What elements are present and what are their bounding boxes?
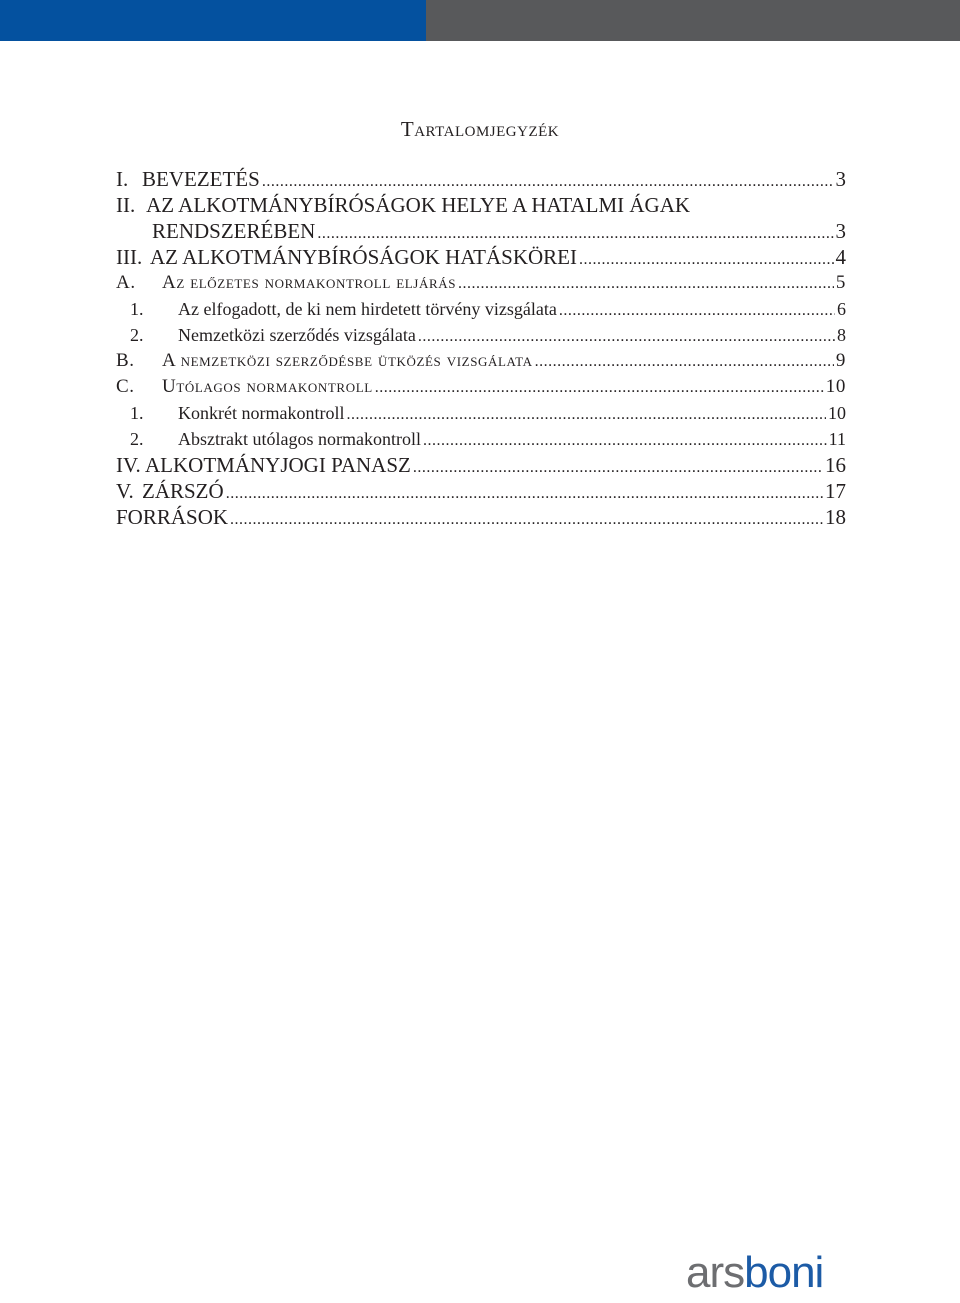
toc-entry-text: ALKOTMÁNYJOGI PANASZ — [145, 453, 411, 477]
toc-entry-number: C. — [116, 376, 135, 397]
toc-leader — [423, 428, 827, 454]
header-bar-gray — [426, 0, 960, 41]
toc-entry[interactable] — [116, 426, 846, 452]
toc-entry-text: AZ ALKOTMÁNYBÍRÓSÁGOK HATÁSKÖREI — [150, 245, 578, 269]
toc-leader — [559, 298, 835, 324]
toc-entry-text: Utólagos normakontroll — [162, 376, 373, 397]
toc-leader — [535, 349, 834, 375]
toc-entry[interactable] — [116, 478, 846, 504]
toc-entry-number: IV. — [116, 453, 141, 477]
toc-entry-number: III. — [116, 245, 143, 269]
toc-entry[interactable] — [116, 322, 846, 348]
toc-entry-text: BEVEZETÉS — [142, 167, 260, 191]
toc-entry-page: 8 — [837, 325, 846, 345]
toc-entry-page: 5 — [835, 272, 846, 293]
logo-part-ars: ars — [686, 1248, 745, 1297]
toc-entry-text: Konkrét normakontroll — [178, 403, 345, 423]
toc-entry[interactable] — [116, 400, 846, 426]
toc-entry-number: B. — [116, 350, 135, 371]
toc-entry[interactable] — [116, 218, 846, 244]
toc-entry-number: 2. — [130, 325, 144, 345]
toc-entry-text: FORRÁSOK — [116, 505, 229, 529]
toc-entry-page: 3 — [835, 219, 846, 243]
toc-entry-text: RENDSZERÉBEN — [152, 219, 316, 243]
logo-part-boni: boni — [744, 1248, 824, 1297]
toc-entry-page: 10 — [825, 376, 846, 397]
toc-leader — [375, 375, 824, 401]
toc-entry[interactable] — [116, 504, 846, 530]
toc-entry[interactable] — [116, 166, 846, 192]
toc-entry-text-line1: AZ ALKOTMÁNYBÍRÓSÁGOK HELYE A HATALMI ÁGAK — [146, 193, 691, 217]
toc-entry-page: 4 — [835, 245, 846, 269]
toc-entry-page: 11 — [828, 429, 846, 449]
toc-entry-page: 16 — [825, 453, 846, 477]
table-of-contents — [116, 166, 846, 530]
toc-entry[interactable] — [116, 374, 846, 400]
toc-entry-text: Absztrakt utólagos normakontroll — [178, 429, 421, 449]
toc-entry[interactable] — [116, 348, 846, 374]
toc-entry-number: A. — [116, 272, 136, 293]
toc-title: Tartalomjegyzék — [400, 117, 560, 141]
toc-leader — [262, 169, 834, 195]
toc-leader — [346, 402, 826, 428]
header-bar — [0, 0, 960, 41]
toc-entry-page: 3 — [835, 167, 846, 191]
toc-entry-number: V. — [116, 479, 134, 503]
toc-entry-number: I. — [116, 167, 129, 191]
toc-entry-text: A nemzetközi szerződésbe ütközés vizsgálata — [162, 350, 533, 371]
arsboni-logo — [686, 1243, 823, 1303]
toc-leader — [418, 324, 835, 350]
toc-leader — [230, 507, 823, 533]
toc-entry-line1 — [116, 192, 846, 218]
toc-entry[interactable] — [116, 452, 846, 478]
toc-leader — [458, 271, 834, 297]
header-bar-blue — [0, 0, 426, 41]
toc-entry[interactable] — [116, 270, 846, 296]
toc-entry-page: 9 — [835, 350, 846, 371]
toc-entry-text: ZÁRSZÓ — [142, 479, 224, 503]
toc-entry-number: II. — [116, 193, 136, 217]
toc-entry-number: 1. — [130, 403, 144, 423]
toc-entry-number: 2. — [130, 429, 144, 449]
toc-entry-page: 6 — [837, 299, 846, 319]
toc-entry-page: 17 — [825, 479, 846, 503]
toc-entry-text: Nemzetközi szerződés vizsgálata — [178, 325, 416, 345]
toc-entry-number: 1. — [130, 299, 144, 319]
toc-entry-text: Az előzetes normakontroll eljárás — [162, 272, 457, 293]
toc-entry[interactable] — [116, 244, 846, 270]
toc-entry-text: Az elfogadott, de ki nem hirdetett törvény vizsgálata — [178, 299, 557, 319]
toc-entry[interactable] — [116, 296, 846, 322]
toc-entry-page: 10 — [828, 403, 846, 423]
toc-entry-page: 18 — [825, 505, 846, 529]
